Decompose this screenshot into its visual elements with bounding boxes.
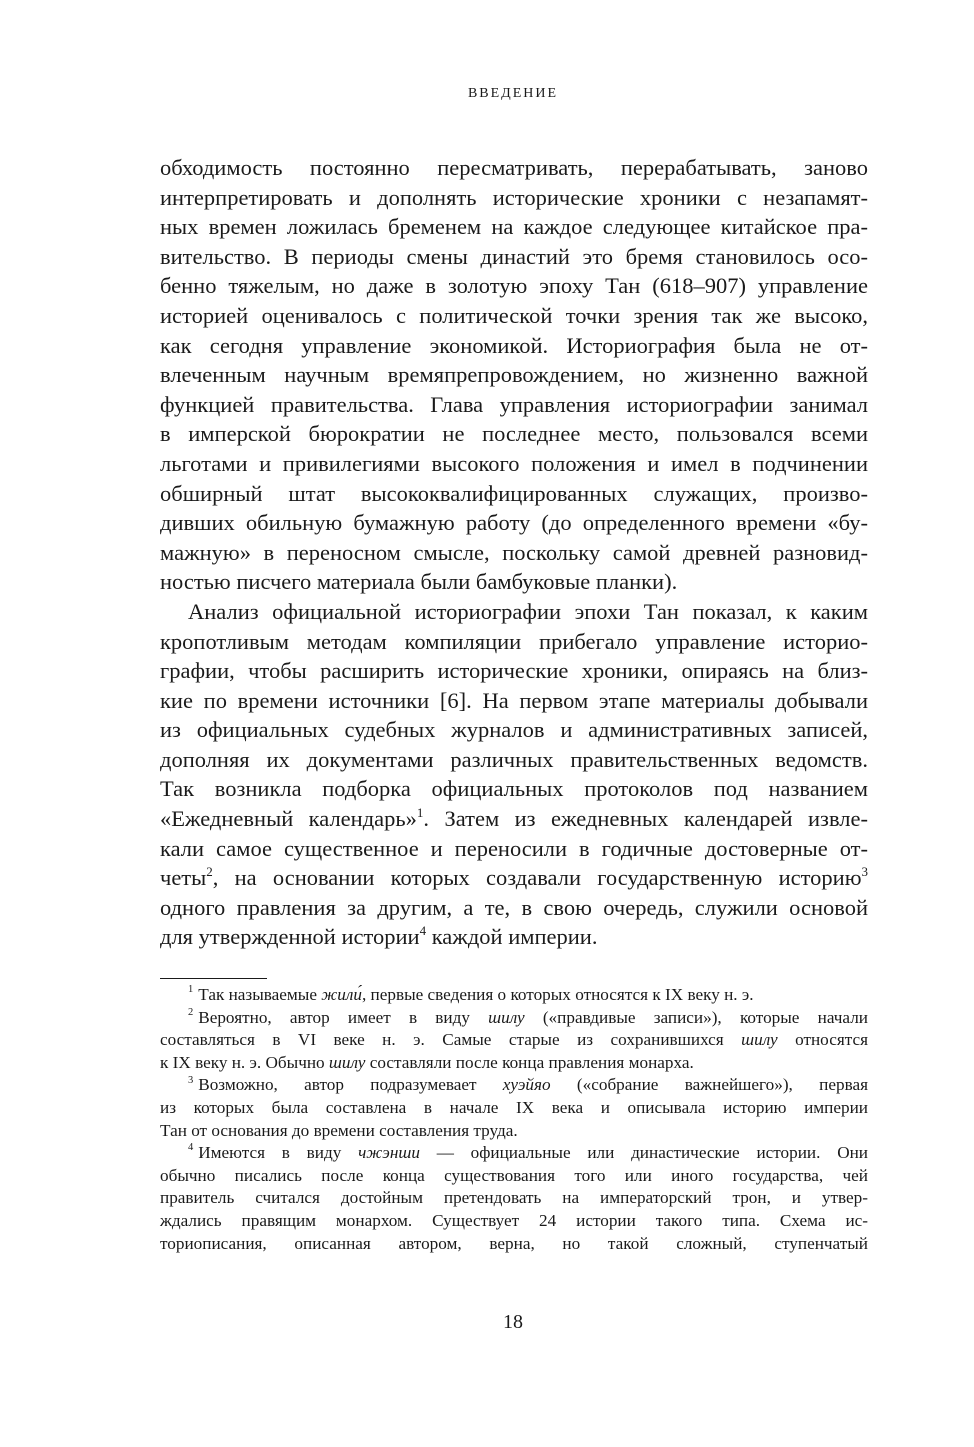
footnote-line: ждались правящим монархом. Существует 24 истории такого типа. Схема ис- [160, 1210, 868, 1230]
text-fragment: «Ежедневный календарь» [160, 806, 417, 832]
footnote-ref[interactable]: 2 [206, 863, 213, 879]
text-fragment: к IX веку н. э. Обычно [160, 1052, 329, 1072]
footnote-line [160, 1007, 868, 1030]
footnote-line [160, 984, 868, 1007]
text-line: кие по времени источники [6]. На первом этапе материалы добывали [160, 687, 868, 713]
footnote-divider [160, 978, 267, 979]
running-head: ВВЕДЕНИЕ [467, 86, 559, 101]
italic-term: хуэйяо [502, 1075, 551, 1095]
footnote-number: 3 [188, 1074, 194, 1086]
footnote-ref[interactable]: 1 [416, 804, 424, 820]
text-line: историей оценивалось с политической точки зрения так же высоко, [160, 302, 868, 328]
text-fragment: — официальные или династические истории. Они [419, 1143, 868, 1163]
text-fragment: четы [160, 865, 207, 891]
footnote-ref[interactable]: 3 [861, 863, 868, 879]
text-fragment: относятся [777, 1030, 868, 1050]
text-line: функцией правительства. Глава управления историографии занимал [160, 391, 868, 417]
footnote-number: 4 [188, 1142, 194, 1154]
text-line: дополняя их документами различных правительственных ведомств. [160, 746, 868, 772]
text-line: вительство. В периоды смены династий это бремя становилось осо- [160, 243, 868, 269]
footnote-number: 2 [188, 1006, 194, 1018]
text-fragment: составляли после конца правления монарха. [365, 1052, 694, 1072]
italic-term: шилу [328, 1052, 366, 1072]
footnote-line: обычно писались после конца существования того или иного государства, чей [160, 1165, 868, 1185]
text-fragment: . Затем из ежедневных календарей извле- [423, 806, 868, 832]
main-text [160, 153, 868, 952]
text-fragment: («собрание важнейшего»), первая [550, 1075, 868, 1095]
text-line [160, 804, 868, 834]
italic-term: шилу [488, 1007, 525, 1027]
footnote-number: 1 [188, 984, 194, 996]
text-line: дивших обильную бумажную работу (до определенного времени «бу- [160, 510, 868, 536]
text-line: кали самое существенное и переносили в годичные достоверные от- [160, 835, 868, 861]
italic-term: жили́ [321, 985, 362, 1004]
footnote-line [160, 1142, 868, 1165]
footnote-line: ториописания, описанная автором, верна, но такой сложный, ступенчатый [160, 1233, 868, 1253]
text-line: обширный штат высококвалифицированных служащих, произво- [160, 480, 868, 506]
footnote-line: из которых была составлена в начале IX века и описывала историю империи [160, 1097, 868, 1117]
text-line: из официальных судебных журналов и административных записей, [160, 717, 868, 743]
footnote-line [160, 1052, 868, 1075]
footnotes [160, 984, 868, 1255]
page-number: 18 [503, 1311, 523, 1333]
text-line: ных времен ложилась бременем на каждое следующее китайское пра- [160, 214, 868, 240]
text-fragment: Возможно, автор подразумевает [198, 1075, 503, 1095]
text-fragment: для утвержденной истории [160, 924, 420, 950]
text-line: как сегодня управление экономикой. Историография была не от- [160, 332, 868, 358]
text-fragment: («правдивые записи»), которые начали [524, 1007, 868, 1027]
text-line: льготами и привилегиями высокого положения и имел в подчинении [160, 450, 868, 476]
text-fragment: Так называемые [198, 985, 322, 1004]
text-line: Анализ официальной историографии эпохи Тан показал, к каким [188, 598, 868, 624]
italic-term: шилу [741, 1030, 778, 1050]
text-line: бенно тяжелым, но даже в золотую эпоху Тан (618–907) управление [160, 273, 868, 299]
footnote-line [160, 1074, 868, 1097]
italic-term: чжэнши [358, 1143, 420, 1163]
text-line: графии, чтобы расширить исторические хроники, опираясь на близ- [160, 658, 868, 684]
text-fragment: , первые сведения о которых относятся к IX веку н. э. [361, 985, 754, 1004]
footnote-ref[interactable]: 4 [419, 922, 427, 938]
footnote-line: правитель считался достойным претендовать на императорский трон, и утвер- [160, 1188, 868, 1208]
text-line: Так возникла подборка официальных протоколов под названием [160, 776, 868, 802]
text-line: влеченным научным времяпрепровождением, но жизненно важной [160, 362, 868, 388]
text-fragment: составляться в VI веке н. э. Самые старые из сохранившихся [160, 1030, 742, 1050]
text-fragment: Имеются в виду [198, 1143, 359, 1163]
text-fragment: каждой империи. [426, 924, 598, 950]
text-line [160, 922, 868, 952]
footnote-line [160, 1029, 868, 1052]
text-line: обходимость постоянно пересматривать, перерабатывать, заново [160, 155, 868, 180]
text-line: интерпретировать и дополнять исторические хроники с незапамят- [160, 184, 868, 210]
text-fragment: Вероятно, автор имеет в виду [198, 1007, 489, 1027]
text-line: одного правления за другим, а те, в свою очередь, служили основой [160, 894, 868, 920]
text-line [160, 863, 868, 893]
text-line: в имперской бюрократии не последнее место, пользовался всеми [160, 421, 868, 447]
text-fragment: , на основании которых создавали государственную историю [212, 865, 862, 891]
text-line: кропотливым методам компиляции прибегало управление историо- [160, 628, 868, 654]
text-line: ностью писчего материала были бамбуковые планки). [160, 569, 678, 595]
text-line: мажную» в переносном смысле, поскольку самой древней разновид- [160, 539, 868, 565]
footnote-line: Тан от основания до времени составления труда. [160, 1120, 518, 1140]
